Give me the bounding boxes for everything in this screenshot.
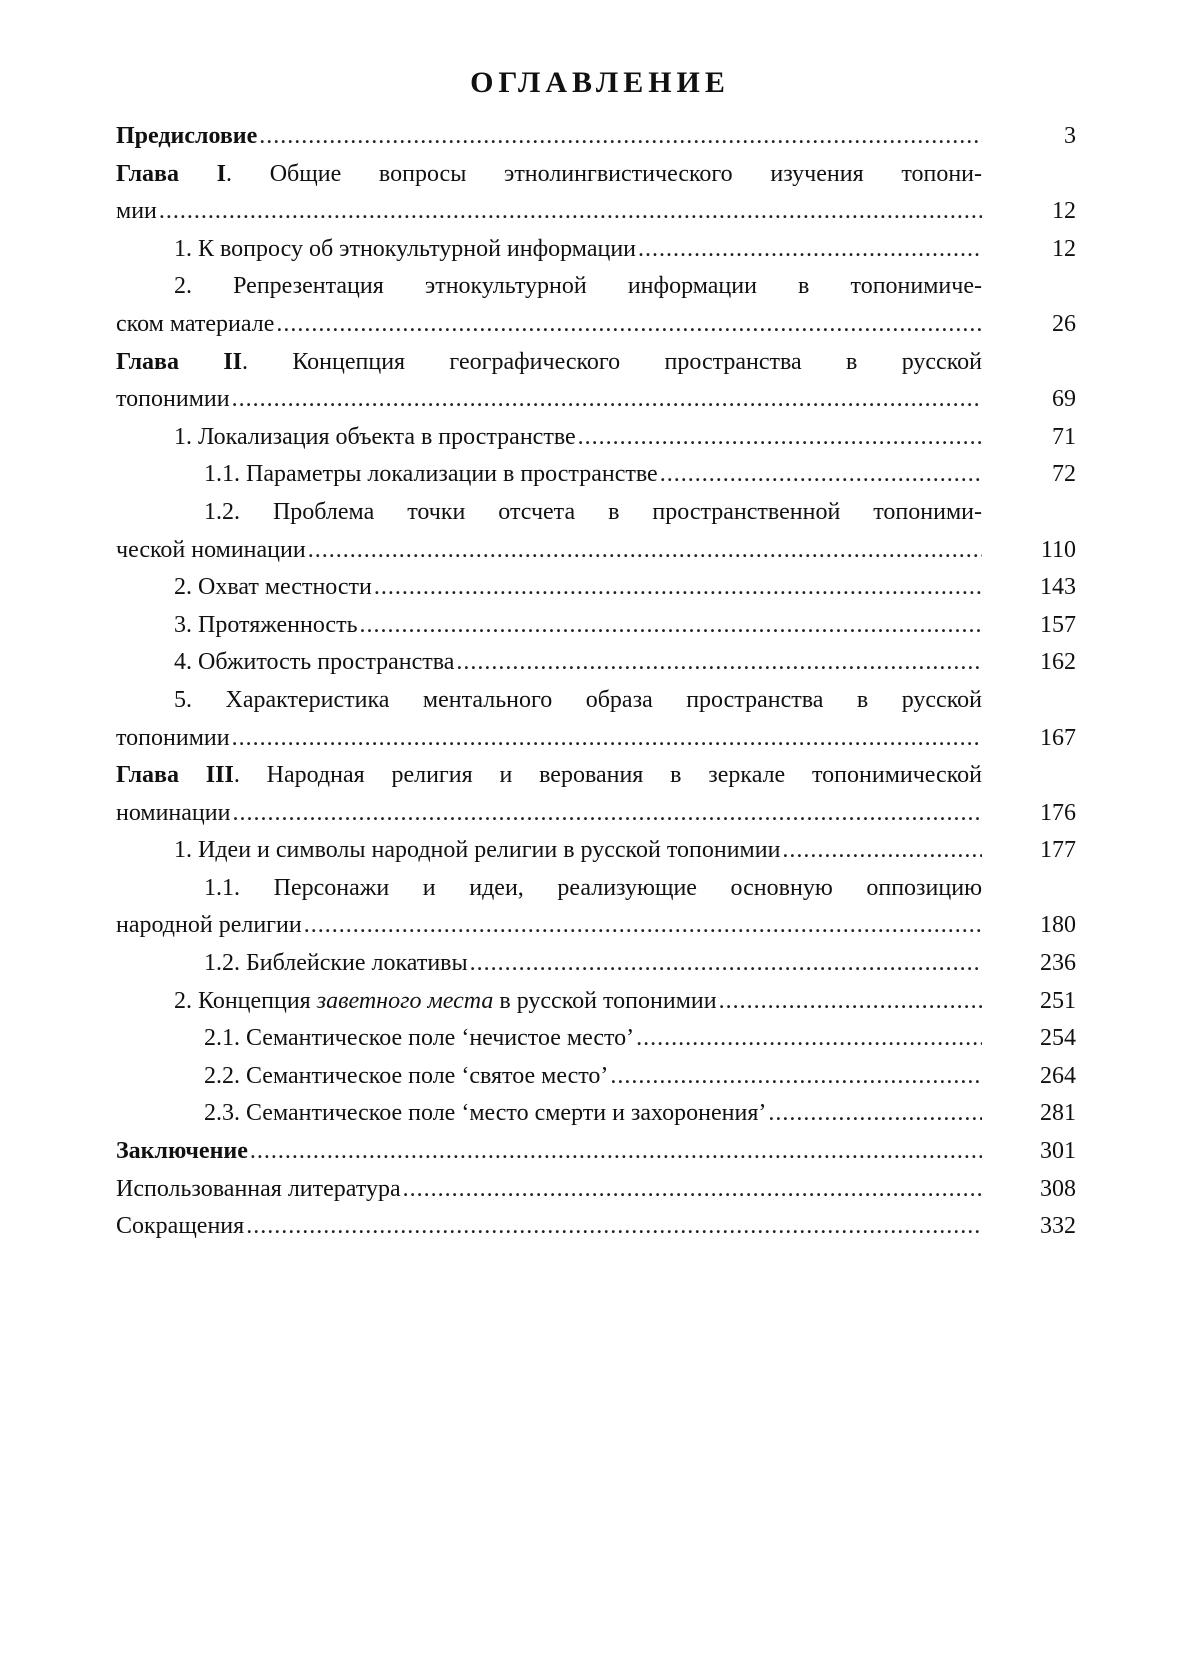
page-title: ОГЛАВЛЕНИЕ: [470, 66, 730, 99]
toc-leader: [232, 720, 982, 758]
toc-entry-section-2-1-2-line-1[interactable]: [116, 494, 1076, 532]
toc-label: 1.2. Библейские локативы: [204, 945, 470, 983]
toc-leader: [259, 118, 982, 156]
toc-entry-preface[interactable]: [116, 118, 1076, 156]
toc-label: мии: [116, 193, 159, 231]
table-of-contents: [116, 118, 1076, 1246]
toc-leader: [232, 795, 982, 833]
toc-leader: [276, 306, 982, 344]
toc-page-number: 72: [1052, 461, 1076, 488]
toc-label: народной религии: [116, 907, 304, 945]
toc-page-number: 157: [1040, 611, 1076, 638]
toc-leader: [638, 231, 982, 269]
toc-label: ческой номинации: [116, 532, 308, 570]
toc-leader: [159, 193, 982, 231]
toc-leader: [403, 1171, 982, 1209]
toc-entry-chapter-1-line-1[interactable]: [116, 156, 1076, 194]
toc-entry-abbreviations[interactable]: [116, 1208, 1076, 1246]
toc-page-number: 167: [1040, 724, 1076, 751]
toc-page-number: 12: [1052, 235, 1076, 262]
toc-entry-section-3-2[interactable]: [116, 983, 1076, 1021]
toc-label: 2.1. Семантическое поле ‘нечистое место’: [204, 1020, 636, 1058]
toc-leader: [232, 381, 982, 419]
toc-entry-literature[interactable]: [116, 1171, 1076, 1209]
toc-label: 2.3. Семантическое поле ‘место смерти и захоронения’: [204, 1095, 768, 1133]
toc-label: ском материале: [116, 306, 276, 344]
toc-label: 3. Протяженность: [174, 607, 360, 645]
toc-label: Предисловие: [116, 118, 259, 156]
toc-entry-section-2-1-2-line-2[interactable]: [116, 532, 1076, 570]
toc-page-number: 264: [1040, 1062, 1076, 1089]
toc-leader: [304, 907, 982, 945]
toc-label: 1. К вопросу об этнокультурной информации: [174, 231, 638, 269]
toc-entry-section-3-2-1[interactable]: [116, 1020, 1076, 1058]
toc-entry-section-3-1-2[interactable]: [116, 945, 1076, 983]
toc-page-number: 162: [1040, 649, 1076, 676]
toc-leader: [578, 419, 982, 457]
toc-label: 1.1. Персонажи и идеи, реализующие основную оппозицию: [204, 874, 982, 901]
toc-entry-section-2-5-line-2[interactable]: [116, 720, 1076, 758]
toc-label: 2. Охват местности: [174, 569, 374, 607]
toc-leader: [246, 1208, 982, 1246]
toc-entry-chapter-1-line-2[interactable]: [116, 193, 1076, 231]
toc-entry-conclusion[interactable]: [116, 1133, 1076, 1171]
toc-label: 1.2. Проблема точки отсчета в пространственной топоними-: [204, 498, 982, 525]
toc-label: Заключение: [116, 1133, 250, 1171]
toc-entry-chapter-3-line-2[interactable]: [116, 795, 1076, 833]
toc-label: 2. Концепция заветного места в русской топонимии: [174, 983, 719, 1021]
toc-label: Глава I. Общие вопросы этнолингвистического изучения топони-: [116, 160, 982, 187]
toc-leader: [610, 1058, 982, 1096]
toc-label: 1. Локализация объекта в пространстве: [174, 419, 578, 457]
toc-page-number: 26: [1052, 310, 1076, 337]
toc-entry-section-3-2-2[interactable]: [116, 1058, 1076, 1096]
toc-entry-section-3-1-1-line-1[interactable]: [116, 870, 1076, 908]
toc-entry-section-3-1-1-line-2[interactable]: [116, 907, 1076, 945]
toc-entry-section-1-2-line-2[interactable]: [116, 306, 1076, 344]
toc-page-number: 301: [1040, 1138, 1076, 1165]
toc-entry-section-2-2[interactable]: [116, 569, 1076, 607]
toc-leader: [470, 945, 982, 983]
toc-page-number: 110: [1040, 536, 1076, 563]
toc-leader: [768, 1095, 982, 1133]
toc-page-number: 236: [1040, 950, 1076, 977]
toc-page-number: 254: [1040, 1025, 1076, 1052]
toc-leader: [636, 1020, 982, 1058]
toc-leader: [308, 532, 982, 570]
toc-leader: [660, 456, 982, 494]
toc-entry-section-3-2-3[interactable]: [116, 1095, 1076, 1133]
toc-page-number: 143: [1040, 574, 1076, 601]
toc-label: 2.2. Семантическое поле ‘святое место’: [204, 1058, 610, 1096]
toc-entry-chapter-2-line-1[interactable]: [116, 344, 1076, 382]
toc-page-number: 332: [1040, 1213, 1076, 1240]
toc-page-number: 251: [1040, 987, 1076, 1014]
toc-entry-section-2-3[interactable]: [116, 607, 1076, 645]
toc-entry-section-1-2-line-1[interactable]: [116, 268, 1076, 306]
toc-label: Сокращения: [116, 1208, 246, 1246]
toc-page-number: 176: [1040, 799, 1076, 826]
toc-leader: [374, 569, 982, 607]
toc-entry-section-2-1-1[interactable]: [116, 456, 1076, 494]
toc-label: топонимии: [116, 381, 232, 419]
toc-label: Использованная литература: [116, 1171, 403, 1209]
toc-entry-section-2-1[interactable]: [116, 419, 1076, 457]
toc-page-number: 12: [1052, 198, 1076, 225]
toc-entry-section-3-1[interactable]: [116, 832, 1076, 870]
toc-leader: [456, 644, 982, 682]
toc-label: 2. Репрезентация этнокультурной информации в топонимиче-: [174, 273, 982, 300]
toc-entry-section-2-4[interactable]: [116, 644, 1076, 682]
toc-page-number: 71: [1052, 423, 1076, 450]
toc-label: 1. Идеи и символы народной религии в русской топонимии: [174, 832, 782, 870]
toc-label: Глава II. Концепция географического пространства в русской: [116, 348, 982, 375]
toc-leader: [782, 832, 982, 870]
toc-entry-section-1-1[interactable]: [116, 231, 1076, 269]
toc-label: номинации: [116, 795, 232, 833]
toc-page-number: 281: [1040, 1100, 1076, 1127]
toc-entry-chapter-2-line-2[interactable]: [116, 381, 1076, 419]
toc-leader: [360, 607, 982, 645]
toc-page-number: 69: [1052, 386, 1076, 413]
toc-entry-section-2-5-line-1[interactable]: [116, 682, 1076, 720]
toc-leader: [719, 983, 982, 1021]
toc-page-number: 180: [1040, 912, 1076, 939]
toc-label: Глава III. Народная религия и верования в зеркале топонимической: [116, 762, 982, 789]
toc-entry-chapter-3-line-1[interactable]: [116, 757, 1076, 795]
toc-page-number: 308: [1040, 1175, 1076, 1202]
toc-label: 5. Характеристика ментального образа пространства в русской: [174, 686, 982, 713]
toc-leader: [250, 1133, 982, 1171]
toc-page-number: 3: [1064, 123, 1076, 149]
toc-label: 4. Обжитость пространства: [174, 644, 456, 682]
toc-page-number: 177: [1040, 837, 1076, 864]
toc-label: топонимии: [116, 720, 232, 758]
toc-label: 1.1. Параметры локализации в пространстве: [204, 456, 660, 494]
